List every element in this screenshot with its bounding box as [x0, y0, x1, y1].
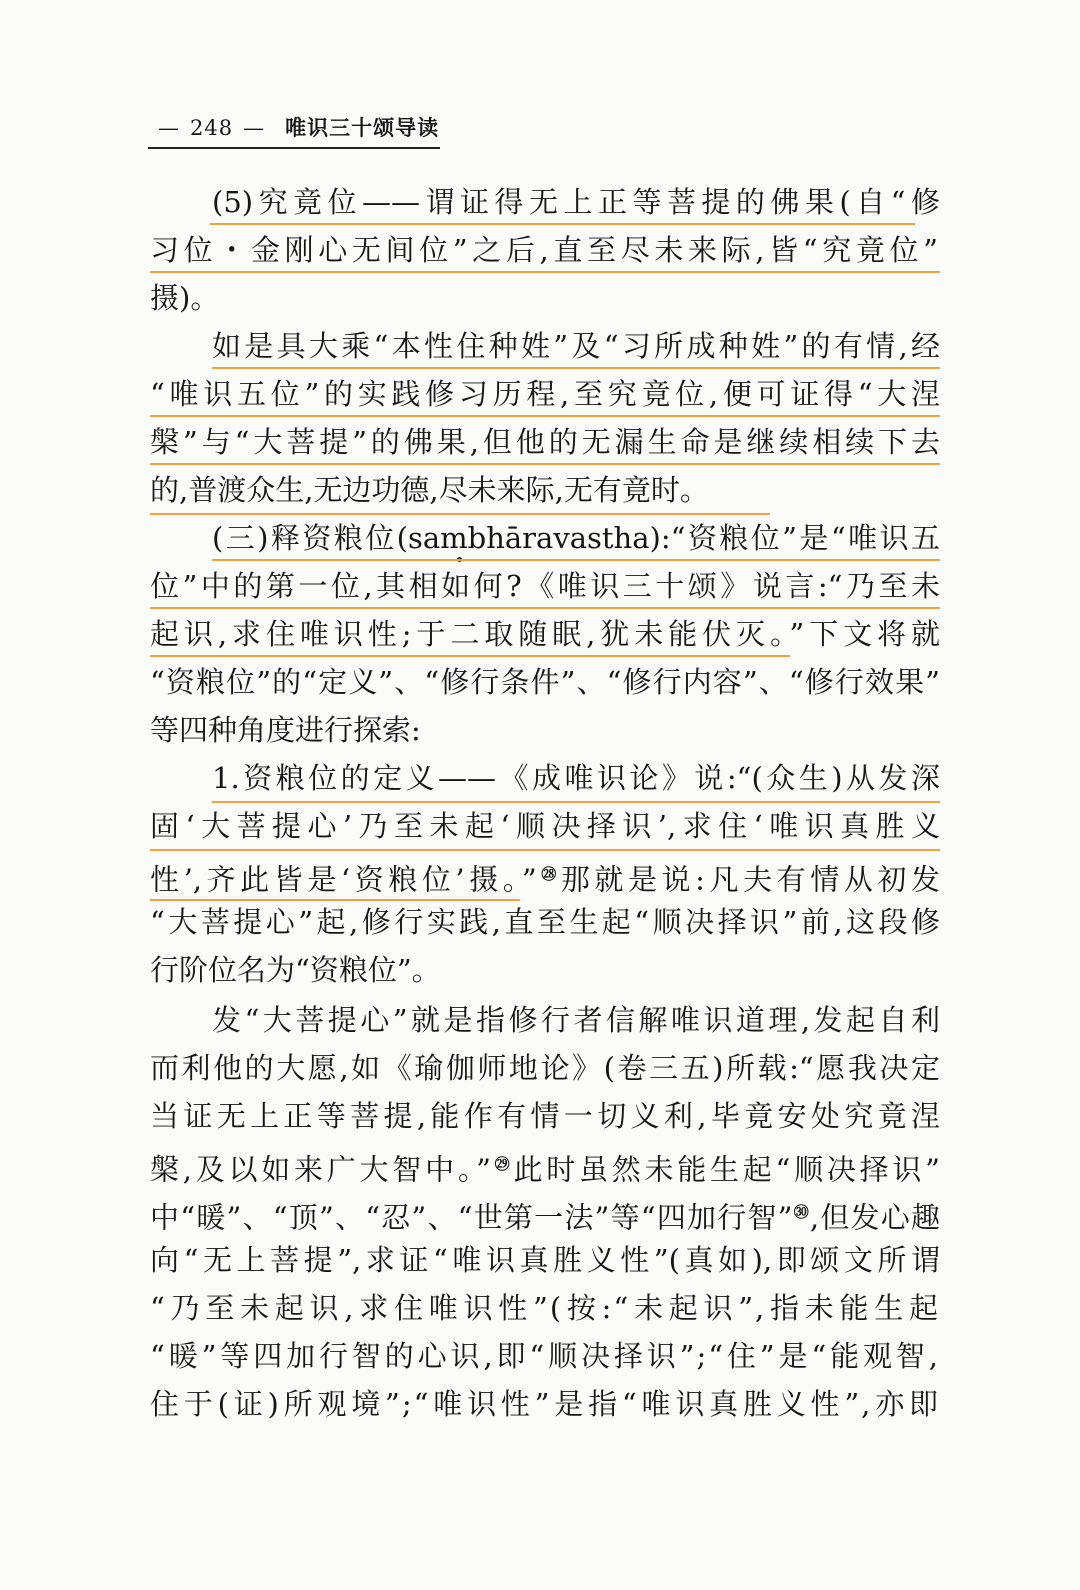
- highlight-underline: [150, 607, 940, 609]
- line-fragment: 槃,及以如来广大智中。”: [150, 1152, 491, 1184]
- running-head: [148, 112, 440, 149]
- line-fragment: 中“暖”、“顶”、“忍”、“世第一法”等“四加行智”: [150, 1200, 793, 1232]
- text-line: 住于(证)所观境”;“唯识性”是指“唯识真胜义性”,亦即: [150, 1387, 940, 1421]
- text-line: 等四种角度进行探索:: [150, 713, 421, 747]
- text-line: “唯识五位”的实践修习历程,至究竟位,便可证得“大涅: [150, 377, 940, 411]
- footnote-mark: ㉙: [490, 1155, 514, 1173]
- highlight-underline: [150, 463, 940, 465]
- text-line: 向“无上菩提”,求证“唯识真胜义性”(真如),即颂文所谓: [150, 1243, 940, 1277]
- book-title: 唯识三十颂导读: [285, 116, 440, 140]
- text-line: [150, 1192, 940, 1232]
- text-line: 1.资粮位的定义——《成唯识论》说:“(众生)从发深: [212, 761, 940, 795]
- line-fragment: 那就是说:凡夫有情从初发: [560, 862, 940, 894]
- text-line: 行阶位名为“资粮位”。: [150, 953, 441, 987]
- text-line: 而利他的大愿,如《瑜伽师地论》(卷三五)所载:“愿我决定: [150, 1051, 940, 1085]
- line-fragment: 此时虽然未能生起“顺决择识”: [513, 1152, 940, 1184]
- text-line: (5)究竟位——谓证得无上正等菩提的佛果(自“修: [212, 185, 940, 219]
- text-line: 位”中的第一位,其相如何?《唯识三十颂》说言:“乃至未: [150, 569, 940, 603]
- highlight-underline: [150, 513, 770, 515]
- text-line: 摄)。: [150, 281, 220, 315]
- highlight-underline: [212, 367, 940, 369]
- page-number: 248: [190, 116, 234, 140]
- text-line: 习位・金刚心无间位”之后,直至尽未来际,皆“究竟位”: [150, 233, 940, 267]
- header-dash: —: [158, 116, 180, 140]
- line-fragment: ,但发心趣: [809, 1200, 940, 1232]
- text-line: “资粮位”的“定义”、“修行条件”、“修行内容”、“修行效果”: [150, 665, 940, 699]
- highlight-underline: [212, 559, 940, 561]
- header-dash: —: [243, 116, 266, 140]
- text-line: (三)释资粮位(sambhāravastha):“资粮位”是“唯识五: [212, 521, 940, 555]
- text-line: [150, 854, 940, 894]
- highlight-underline: [212, 801, 940, 803]
- highlight-underline: [150, 899, 520, 901]
- highlight-underline: [150, 849, 940, 851]
- highlight-underline: [150, 655, 790, 657]
- highlight-underline: [150, 271, 940, 273]
- highlight-underline: [150, 415, 940, 417]
- highlight-underline: [210, 223, 915, 225]
- text-line: [150, 1144, 940, 1184]
- text-line: “暖”等四加行智的心识,即“顺决择识”;“住”是“能观智,: [150, 1339, 940, 1373]
- text-line: 发“大菩提心”就是指修行者信解唯识道理,发起自利: [212, 1003, 940, 1037]
- text-line: 的,普渡众生,无边功德,尽未来际,无有竟时。: [150, 473, 709, 507]
- footnote-mark: ㉚: [792, 1203, 810, 1221]
- text-line: 槃”与“大菩提”的佛果,但他的无漏生命是继续相续下去: [150, 425, 940, 459]
- text-line: 如是具大乘“本性住种姓”及“习所成种姓”的有情,经: [212, 329, 940, 363]
- footnote-mark: ㉘: [536, 865, 561, 883]
- text-line: “乃至未起识,求住唯识性”(按:“未起识”,指未能生起: [150, 1291, 940, 1325]
- text-line: 固‘大菩提心’乃至未起‘顺决择识’,求住‘唯识真胜义: [150, 809, 940, 843]
- text-line: 当证无上正等菩提,能作有情一切义利,毕竟安处究竟涅: [150, 1099, 940, 1133]
- text-line: “大菩提心”起,修行实践,直至生起“顺决择识”前,这段修: [150, 905, 940, 939]
- text-line: 起识,求住唯识性;于二取随眠,犹未能伏灭。”下文将就: [150, 617, 940, 651]
- line-fragment: 性’,齐此皆是‘资粮位’摄。”: [150, 862, 537, 894]
